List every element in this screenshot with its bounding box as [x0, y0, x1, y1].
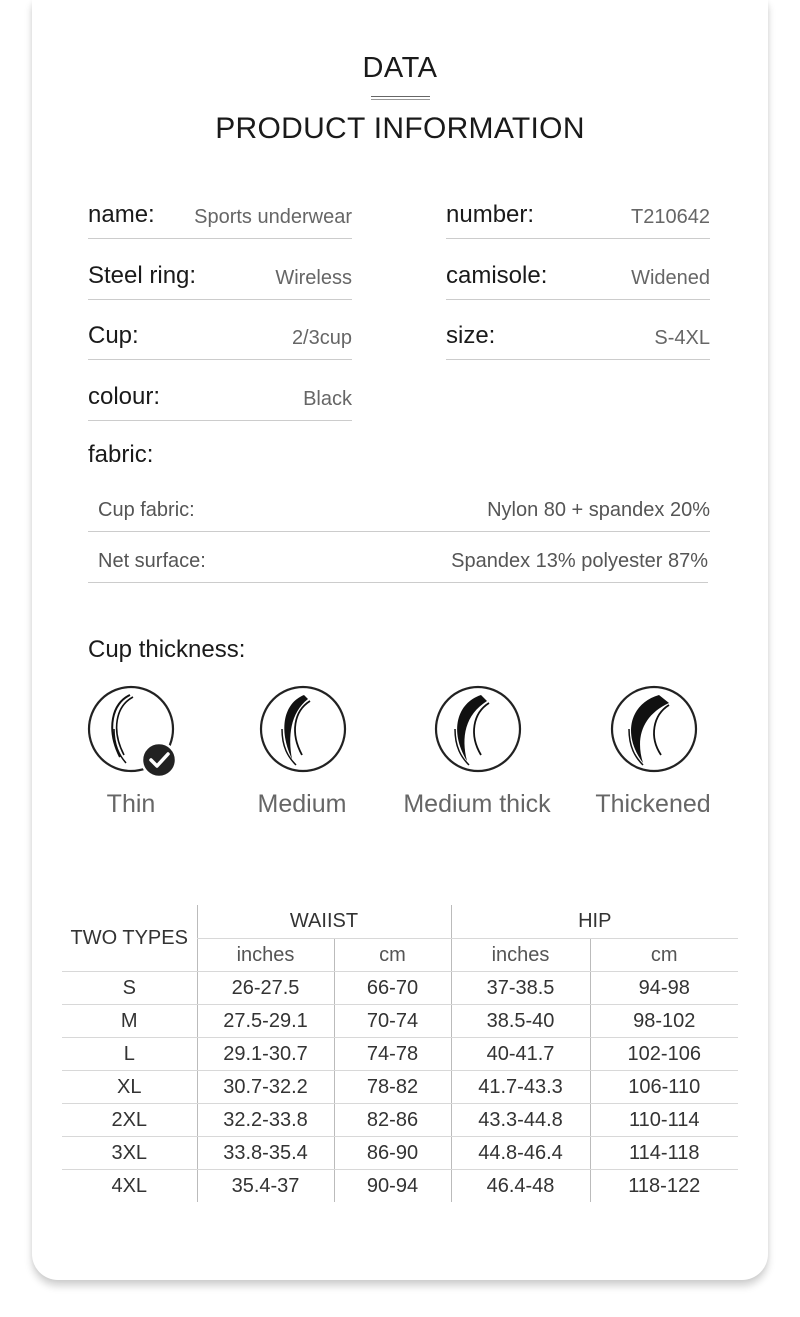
- cup-option-medium-thick: Medium thick: [403, 790, 551, 818]
- field-cup-fabric-value: Nylon 80 + spandex 20%: [487, 499, 710, 521]
- field-cup-value: 2/3cup: [291, 327, 352, 349]
- cup-option-thickened: Thickened: [595, 790, 711, 818]
- table-cell: 40-41.7: [451, 1038, 590, 1071]
- field-colour: [88, 377, 352, 421]
- field-cup: [88, 316, 352, 360]
- cup-medium-icon: [258, 685, 348, 775]
- table-cell: 90-94: [334, 1170, 451, 1203]
- table-row: [62, 1104, 738, 1137]
- table-cell: 27.5-29.1: [197, 1005, 334, 1038]
- table-cell: 44.8-46.4: [451, 1137, 590, 1170]
- hip-inches-header: inches: [451, 939, 590, 972]
- size-table: [62, 905, 738, 1202]
- table-cell: 4XL: [111, 1174, 148, 1197]
- field-size-label: size:: [446, 322, 496, 349]
- table-cell: 106-110: [590, 1071, 738, 1104]
- field-net-surface-label: Net surface:: [98, 550, 206, 572]
- table-cell: 32.2-33.8: [197, 1104, 334, 1137]
- table-cell: 37-38.5: [451, 972, 590, 1005]
- field-name: [88, 195, 352, 239]
- table-cell: 74-78: [334, 1038, 451, 1071]
- table-row: [62, 1005, 738, 1038]
- table-cell: 86-90: [334, 1137, 451, 1170]
- field-colour-label: colour:: [88, 383, 161, 410]
- field-number-value: T210642: [631, 206, 710, 228]
- table-cell: 70-74: [334, 1005, 451, 1038]
- table-cell: 2XL: [62, 1104, 197, 1137]
- cup-thickened-icon: [609, 685, 699, 775]
- title-divider: [371, 96, 430, 100]
- hip-cm-header: cm: [590, 939, 738, 972]
- table-cell: 110-114: [590, 1104, 738, 1137]
- table-cell: 82-86: [334, 1104, 451, 1137]
- table-cell: 114-118: [590, 1137, 738, 1170]
- table-cell: 46.4-48: [451, 1170, 590, 1203]
- fabric-label: fabric:: [88, 441, 154, 468]
- waist-cm-header: cm: [334, 939, 451, 972]
- cup-option-thin: Thin: [106, 790, 156, 818]
- table-cell: 33.8-35.4: [197, 1137, 334, 1170]
- field-camisole-value: Widened: [631, 267, 710, 289]
- table-cell: 43.3-44.8: [451, 1104, 590, 1137]
- table-cell: 66-70: [334, 972, 451, 1005]
- field-number-label: number:: [446, 201, 535, 228]
- field-net-surface-value: Spandex 13% polyester 87%: [451, 550, 708, 572]
- table-cell: 35.4-37: [197, 1170, 334, 1203]
- table-cell: 3XL: [62, 1137, 197, 1170]
- table-row: [62, 1170, 738, 1203]
- table-cell: 30.7-32.2: [197, 1071, 334, 1104]
- field-size: [446, 316, 710, 360]
- table-cell: S: [62, 972, 197, 1005]
- field-camisole: [446, 256, 710, 300]
- selected-check-icon: [141, 742, 177, 778]
- table-cell: 102-106: [590, 1038, 738, 1071]
- table-cell: 94-98: [590, 972, 738, 1005]
- field-steel-ring-value: Wireless: [275, 267, 352, 289]
- type-header: TWO TYPES: [62, 905, 197, 972]
- page-title: DATA: [362, 52, 438, 84]
- table-cell: XL: [62, 1071, 197, 1104]
- field-number: [446, 195, 710, 239]
- field-net-surface: [88, 545, 708, 583]
- table-cell: 98-102: [590, 1005, 738, 1038]
- table-cell: 26-27.5: [197, 972, 334, 1005]
- field-steel-ring-label: Steel ring:: [88, 262, 197, 289]
- waist-header: WAIIST: [197, 905, 451, 939]
- cup-medium-thick-icon: [433, 685, 523, 775]
- hip-header: HIP: [451, 905, 738, 939]
- table-cell: M: [62, 1005, 197, 1038]
- cup-option-medium: Medium: [257, 790, 347, 818]
- page-subtitle: PRODUCT INFORMATION: [215, 112, 585, 145]
- field-name-value: Sports underwear: [194, 206, 352, 228]
- cup-thickness-label: Cup thickness:: [88, 636, 246, 663]
- field-cup-fabric: [88, 494, 710, 532]
- field-size-value: S-4XL: [654, 327, 710, 349]
- table-row: [62, 1137, 738, 1170]
- table-row: [62, 1038, 738, 1071]
- table-row: [62, 972, 738, 1005]
- table-cell: 118-122: [590, 1170, 738, 1203]
- field-cup-label: Cup:: [88, 322, 139, 349]
- field-camisole-label: camisole:: [446, 262, 548, 289]
- field-name-label: name:: [88, 201, 155, 228]
- table-cell: 41.7-43.3: [451, 1071, 590, 1104]
- field-steel-ring: [88, 256, 352, 300]
- waist-inches-header: inches: [197, 939, 334, 972]
- field-cup-fabric-label: Cup fabric:: [98, 499, 195, 521]
- table-cell: 38.5-40: [451, 1005, 590, 1038]
- table-cell: 78-82: [334, 1071, 451, 1104]
- table-cell: L: [62, 1038, 197, 1071]
- table-row: [62, 1071, 738, 1104]
- table-cell: 29.1-30.7: [197, 1038, 334, 1071]
- field-colour-value: Black: [303, 388, 352, 410]
